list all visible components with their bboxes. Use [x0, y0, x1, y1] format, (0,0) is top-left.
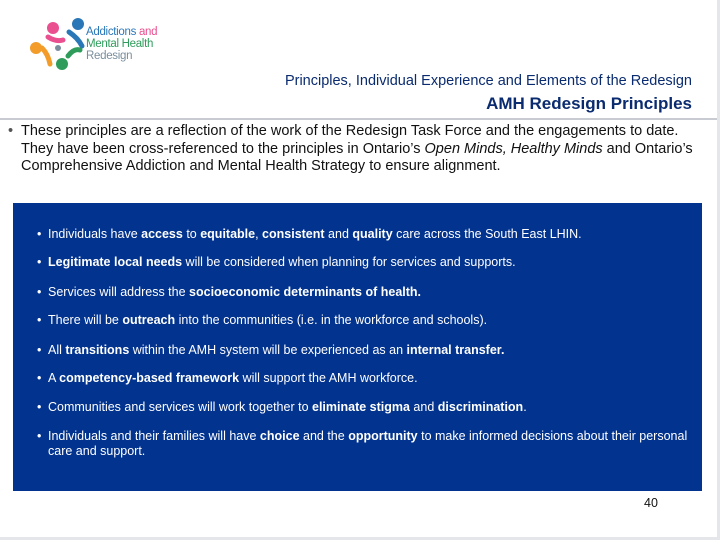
bullet-icon: • [37, 255, 42, 269]
intro-emphasis: Open Minds, Healthy Minds [424, 140, 603, 157]
principle-item [37, 285, 702, 300]
principle-text: Individuals and their families will have [48, 429, 260, 443]
principles-panel [13, 203, 702, 491]
principle-keyword: access [141, 227, 183, 241]
logo-text [86, 26, 206, 62]
bullet-icon: • [37, 371, 42, 385]
principle-text: Communities and services will work together to [48, 400, 312, 414]
principle-keyword: internal transfer. [406, 343, 505, 357]
principle-keyword: choice [259, 429, 300, 443]
principle-text: care across the South East LHIN. [392, 227, 582, 241]
principle-keyword: eliminate stigma [312, 400, 410, 414]
principle-text: There will be [48, 313, 123, 327]
page-number: 40 [644, 496, 658, 510]
logo-line-3: Redesign [86, 50, 133, 62]
principle-keyword: Legitimate local needs [48, 255, 183, 269]
principle-text: Individuals have [48, 227, 142, 241]
principle-keyword: competency-based framework [59, 371, 240, 385]
logo-line-1: Addictions [86, 26, 137, 38]
bullet-icon: • [37, 227, 42, 241]
bullet-icon: • [37, 343, 42, 357]
bullet-icon: • [37, 285, 42, 299]
principle-text: and the [299, 429, 349, 443]
slide-subtitle: Principles, Individual Experience and Elements of the Redesign [284, 73, 692, 89]
principle-text: All [48, 343, 66, 357]
principle-keyword: consistent [262, 227, 325, 241]
principle-item [37, 429, 702, 459]
principle-text: and [324, 227, 353, 241]
principle-text: and [409, 400, 438, 414]
header-divider [0, 118, 717, 120]
principle-text: will support the AMH workforce. [239, 371, 418, 385]
bullet-icon: • [37, 313, 42, 327]
principle-item [37, 343, 702, 358]
principle-text: within the AMH system will be experienced as an [129, 343, 407, 357]
principle-text: Services will address the [48, 285, 190, 299]
bullet-icon: • [37, 429, 42, 443]
principle-keyword: equitable [200, 227, 256, 241]
principle-keyword: quality [352, 227, 393, 241]
bullet-icon: • [37, 400, 42, 414]
principle-item [37, 255, 702, 270]
principle-text: , [255, 227, 263, 241]
principle-keyword: outreach [122, 313, 176, 327]
intro-text-2: and Ontario’s Comprehensive Addiction and Mental Health Strategy to ensure alignment. [21, 140, 693, 174]
principle-text: into the communities (i.e. in the workforce and schools). [175, 313, 488, 327]
principle-keyword: opportunity [348, 429, 418, 443]
principle-item [37, 400, 702, 415]
principle-text: to make informed decisions about their personal care and support. [48, 429, 688, 458]
principle-text: will be considered when planning for services and supports. [182, 255, 516, 269]
bullet-icon: • [8, 123, 14, 139]
intro-text-1: These principles are a reflection of the work of the Redesign Task Force and the engagements to date. They have been cross-referenced to the principles in Ontario’s [21, 123, 679, 157]
logo-line-2: Mental Health [86, 38, 154, 50]
slide-title: AMH Redesign Principles [486, 94, 692, 113]
intro-paragraph [8, 123, 698, 176]
principle-keyword: discrimination [437, 400, 524, 414]
principle-text: A [48, 371, 60, 385]
logo [28, 12, 206, 78]
principle-keyword: socioeconomic determinants of health. [189, 285, 422, 299]
principle-item [37, 371, 702, 386]
principle-text: to [182, 227, 201, 241]
principle-item [37, 227, 702, 242]
logo-people-icon [28, 12, 88, 78]
principle-keyword: transitions [65, 343, 130, 357]
principle-text: . [523, 400, 527, 414]
logo-line-1-and: and [136, 26, 158, 38]
principle-item [37, 313, 702, 328]
